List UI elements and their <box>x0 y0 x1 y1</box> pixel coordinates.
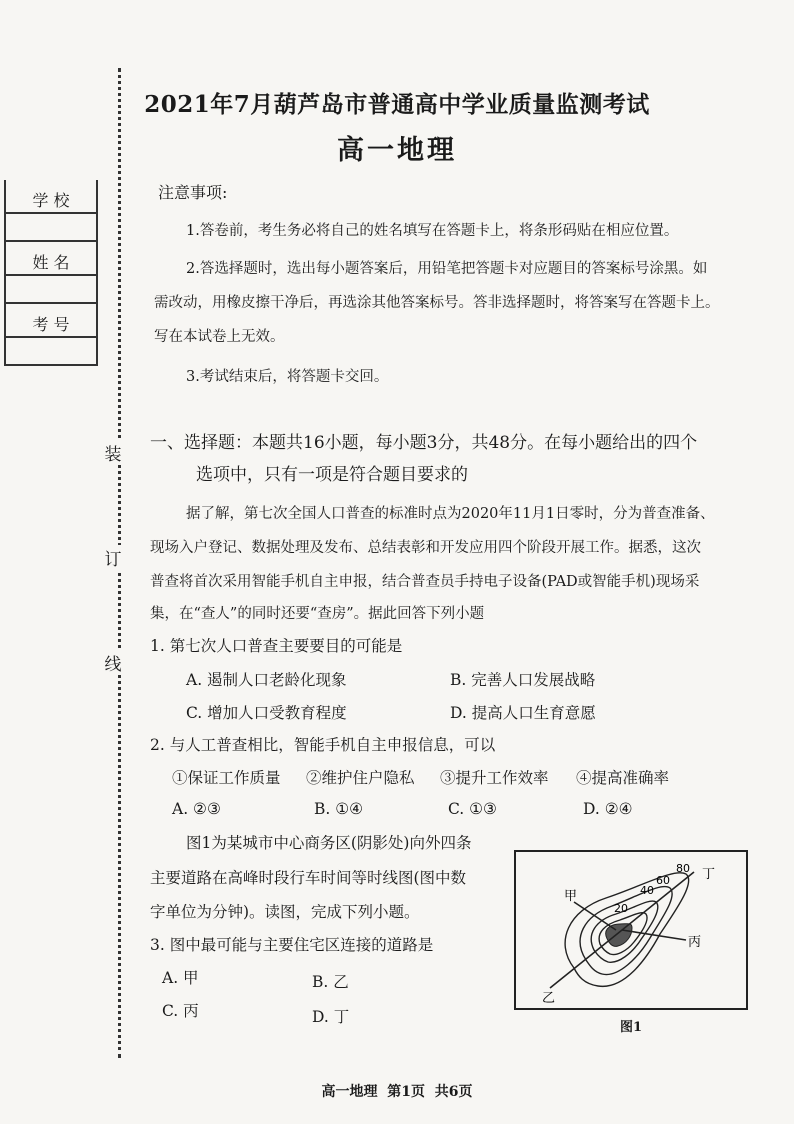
isoline-label-40: 40 <box>640 884 654 897</box>
isoline-label-20: 20 <box>614 902 628 915</box>
notice-item-2-line-1: 2.答选择题时，选出每小题答案后，用铅笔把答题卡对应题目的答案标号涂黑。如 <box>186 261 708 277</box>
name-field <box>6 242 96 304</box>
question-1-option-c: C. 增加人口受教育程度 <box>186 704 347 722</box>
isoline-label-60: 60 <box>656 874 670 887</box>
student-info-box <box>4 180 98 366</box>
question-3-option-d: D. 丁 <box>312 1008 350 1026</box>
exam-number-label: 考 号 <box>32 315 70 334</box>
passage1-line-1: 据了解，第七次全国人口普查的标准时点为2020年11月1日零时，分为普查准备、 <box>186 506 715 522</box>
passage2-line-2: 主要道路在高峰时段行车时间等时线图(图中数 <box>150 869 467 887</box>
question-2-statement-4: ④提高准确率 <box>576 769 670 787</box>
label-bing: 丙 <box>688 935 702 950</box>
label-ding: 丁 <box>702 867 716 882</box>
question-2-statement-2: ②维护住户隐私 <box>306 769 415 787</box>
question-2-option-d: D. ②④ <box>583 800 633 818</box>
passage1-line-3: 普查将首次采用智能手机自主申报，结合普查员手持电子设备(PAD或智能手机)现场采 <box>150 574 700 590</box>
question-2-option-a: A. ②③ <box>172 800 221 818</box>
section-heading-line-1: 一、选择题：本题共16小题，每小题3分，共48分。在每小题给出的四个 <box>150 433 698 453</box>
subject-title: 高一地理 <box>337 135 457 166</box>
question-3-option-c: C. 丙 <box>162 1002 199 1020</box>
question-1-option-d: D. 提高人口生育意愿 <box>450 704 596 722</box>
question-2-statement-3: ③提升工作效率 <box>440 769 549 787</box>
notice-item-1: 1.答卷前，考生务必将自己的姓名填写在答题卡上，将条形码贴在相应位置。 <box>186 223 679 239</box>
question-1-stem: 1. 第七次人口普查主要要目的可能是 <box>150 637 403 655</box>
passage2-line-3: 字单位为分钟)。读图，完成下列小题。 <box>150 903 420 921</box>
isoline-label-80: 80 <box>676 862 690 875</box>
notice-item-3: 3.考试结束后，将答题卡交回。 <box>186 369 389 385</box>
figure-1-isochrone-map <box>514 850 748 1010</box>
question-3-option-b: B. 乙 <box>312 973 349 991</box>
passage1-line-2: 现场入户登记、数据处理及发布、总结表彰和开发应用四个阶段开展工作。据悉，这次 <box>150 540 701 556</box>
binding-char-xian: 线 <box>99 650 127 675</box>
name-label: 姓 名 <box>32 253 70 272</box>
school-field <box>6 180 96 242</box>
school-label: 学 校 <box>32 191 70 210</box>
question-2-option-c: C. ①③ <box>448 800 497 818</box>
cbd-shaded-area <box>606 924 632 947</box>
label-yi: 乙 <box>542 991 556 1006</box>
question-2-stem: 2. 与人工普查相比，智能手机自主申报信息，可以 <box>150 736 496 754</box>
notice-item-2-line-2: 需改动，用橡皮擦干净后，再选涂其他答案标号。答非选择题时，将答案写在答题卡上。 <box>154 295 720 311</box>
question-2-statement-1: ①保证工作质量 <box>172 769 281 787</box>
binding-char-ding: 订 <box>99 545 127 570</box>
label-jia: 甲 <box>564 889 578 904</box>
page-footer: 高一地理 第1页 共6页 <box>321 1084 473 1100</box>
notice-item-2-line-3: 写在本试卷上无效。 <box>154 329 285 345</box>
binding-char-zhuang: 装 <box>99 440 127 465</box>
notice-heading: 注意事项: <box>158 183 228 202</box>
question-1-option-b: B. 完善人口发展战略 <box>450 671 596 689</box>
exam-title: 2021年7月葫芦岛市普通高中学业质量监测考试 <box>144 91 650 118</box>
exam-number-field <box>6 304 96 366</box>
passage2-line-1: 图1为某城市中心商务区(阴影处)向外四条 <box>186 834 472 852</box>
figure-1-caption: 图1 <box>620 1020 643 1035</box>
section-heading-line-2: 选项中，只有一项是符合题目要求的 <box>196 465 468 485</box>
question-2-option-b: B. ①④ <box>314 800 364 818</box>
question-1-option-a: A. 遏制人口老龄化现象 <box>186 671 347 689</box>
question-3-stem: 3. 图中最可能与主要住宅区连接的道路是 <box>150 936 434 954</box>
passage1-line-4: 集，在“查人”的同时还要“查房”。据此回答下列小题 <box>150 606 485 622</box>
question-3-option-a: A. 甲 <box>162 969 199 987</box>
